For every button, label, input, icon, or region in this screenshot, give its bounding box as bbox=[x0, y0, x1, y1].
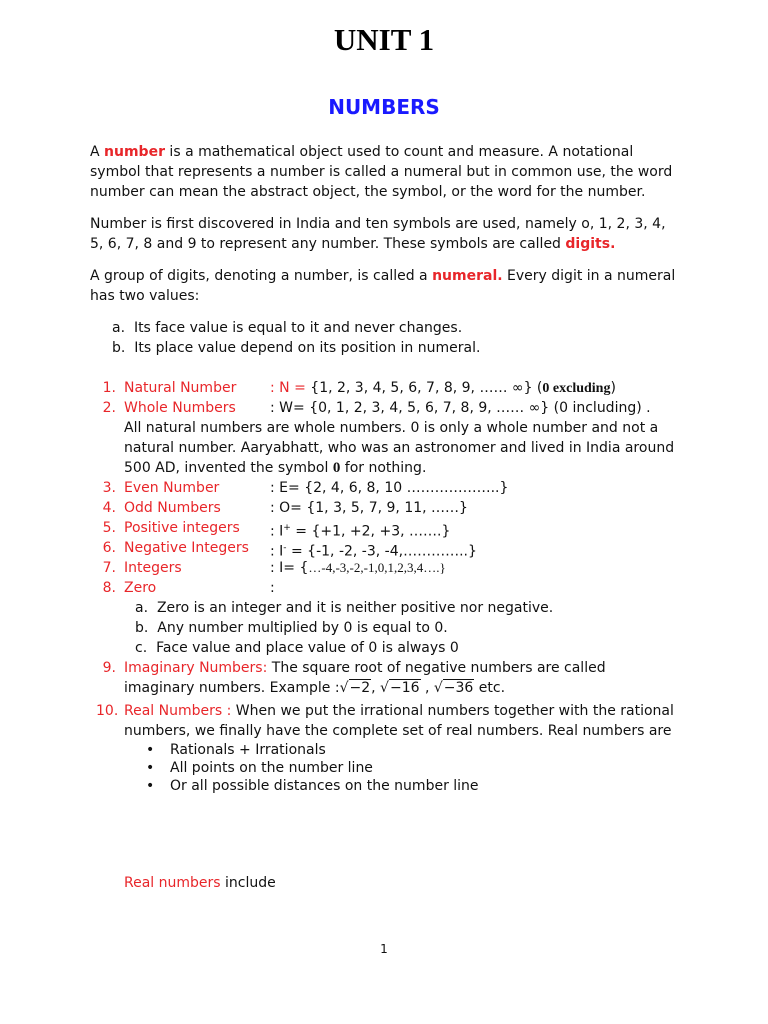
intro-line-1: A number is a mathematical object used to count and measure. A notational bbox=[90, 144, 634, 160]
real-description: Real Numbers : When we put the irrational numbers together with the rational numbers, we finally have the complete set of real numbers. Real numbers are bbox=[124, 703, 674, 739]
bullet-icon: • bbox=[146, 778, 155, 794]
document-page: UNIT 1 NUMBERS A number is a mathematical object used to count and measure. A notational symbol that represents a number is called a numeral but in common use, the word number can mean the abstract object, the symbol, or the word for the number. Number is first discovered in India and ten symbols are used, namely o, 1, 2, 3, 4, 5, 6, 7, 8 and 9 to represent any number. These symbols are called digits. A group of digits, denoting a number, is called a numeral. Every digit in a numeral has two values: a. Its face value is equal to it and never changes. b. Its place value depend on its position in numeral. 1. Natural Number : N = {1, 2, 3, 4, 5, 6, 7, 8, 9, …… ∞} (0 excluding) 2. Whole Numbers : W= {0, 1, 2, 3, 4, 5, 6, 7, 8, 9, …… ∞} (0 including) . All natural numbers are whole numbers. 0 is only a whole number and not a natural number. Aaryabhatt, who was an astronomer and lived in India around 500 AD, invented the symbol 0 for nothing. 3. Even Number : E= {2, 4, 6, 8, 10 ………………..} 4. Odd Numbers : O= {1, 3, 5, 7, 9, 11, ……} 5. Positive integers : I+ = {+1, +2, +3, …….} 6. Negative Integers : I- = {-1, -2, -3, -4,…………..} 7. Integers : I= {…-4,-3,-2,-1,0,1,2,3,4….} 8. Zero : a. Zero is an integer and it is neither positive nor negative. b. Any number multiplied by 0 is equal to 0. c. Face value and place value of 0 is always 0 9. Imaginary Numbers: The square root of negative numbers are called imaginary numbers. Example :√−2, √−16 , √−36 etc. 10. Real Numbers : When we put the irrational numbers together with the rational numbers, we finally have the complete set of real numbers. Real numbers are • Rationals + Irrationals • All points on the number line • Or all possible distances on the number line Real numbers include 1 bbox=[0, 0, 768, 1024]
section-heading: NUMBERS bbox=[328, 95, 440, 119]
imaginary-description: Imaginary Numbers: The square root of negative numbers are called imaginary numbers. Example :√−2, √−16 , √−36 etc. bbox=[124, 660, 606, 696]
page-number: 1 bbox=[380, 942, 388, 956]
page-title: UNIT 1 bbox=[333, 22, 435, 57]
sqrt-expression: √−36 bbox=[433, 680, 474, 696]
list-item: a. Its face value is equal to it and never changes. bbox=[112, 320, 463, 336]
bullet-icon: • bbox=[146, 760, 155, 776]
bullet-icon: • bbox=[146, 742, 155, 758]
real-numbers-include: Real numbers include bbox=[124, 875, 276, 891]
keyword-numeral: numeral. bbox=[432, 268, 503, 284]
intro-line-2: symbol that represents a number is called a numeral but in common use, the word bbox=[90, 164, 673, 180]
digits-line-1: Number is first discovered in India and ten symbols are used, namely o, 1, 2, 3, 4, bbox=[90, 216, 666, 232]
list-item: b. Any number multiplied by 0 is equal to 0. bbox=[135, 620, 448, 636]
sqrt-expression: √−2 bbox=[339, 680, 371, 696]
sqrt-expression: √−16 bbox=[380, 680, 420, 696]
keyword-number: number bbox=[104, 144, 165, 160]
intro-line-3: number can mean the abstract object, the symbol, or the word for the number. bbox=[90, 184, 646, 200]
numeral-line-2: has two values: bbox=[90, 288, 200, 304]
digits-paragraph bbox=[90, 214, 678, 254]
intro-paragraph bbox=[90, 142, 678, 202]
list-item: b. Its place value depend on its position in numeral. bbox=[112, 340, 481, 356]
numeral-line-1: A group of digits, denoting a number, is called a numeral. Every digit in a numeral bbox=[90, 268, 676, 284]
digits-line-2: 5, 6, 7, 8 and 9 to represent any number. These symbols are called digits. bbox=[90, 236, 616, 252]
list-item: c. Face value and place value of 0 is always 0 bbox=[135, 640, 459, 656]
whole-numbers-description: All natural numbers are whole numbers. 0 is only a whole number and not a natural number. Aaryabhatt, who was an astronomer and lived in India around 500 AD, invented the symbol 0 for nothing. bbox=[124, 420, 675, 476]
list-item: a. Zero is an integer and it is neither positive nor negative. bbox=[135, 600, 554, 616]
numeral-paragraph bbox=[90, 266, 678, 306]
keyword-digits: digits. bbox=[565, 236, 616, 252]
